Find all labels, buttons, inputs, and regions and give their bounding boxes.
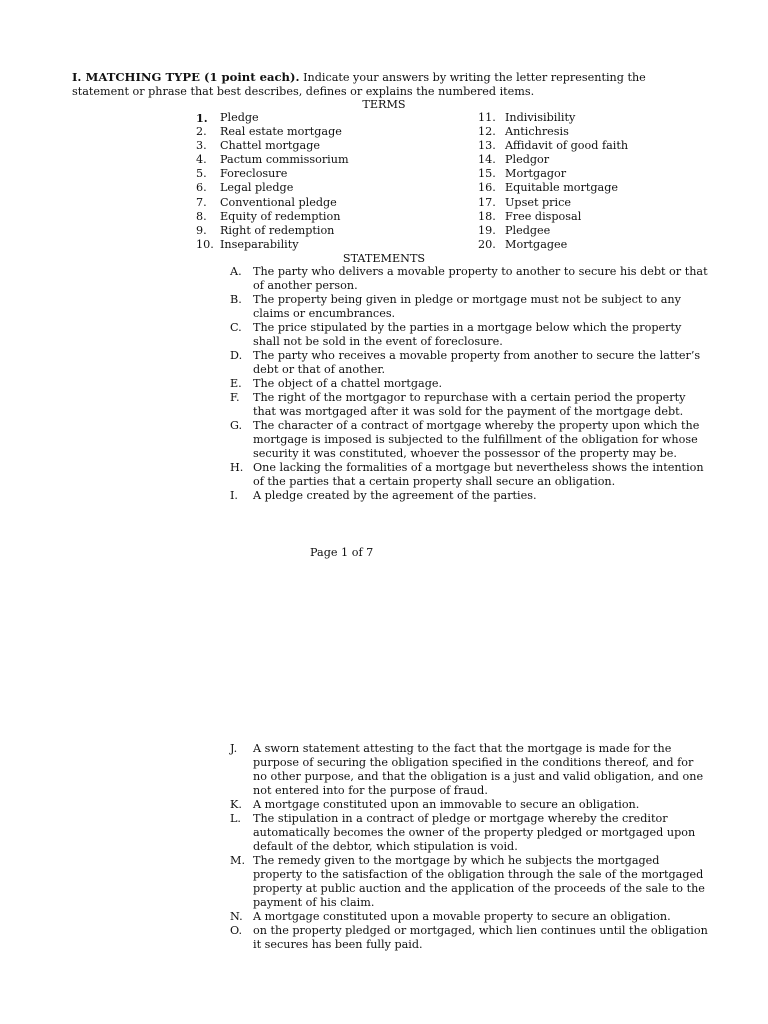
statement-text: The character of a contract of mortgage whereby the property upon which the mortgage is imposed is subjected to the fulfillment of the obligation for whose security it was constituted, whoever the possessor of the property may be. — [253, 419, 700, 460]
term-number: 19. — [478, 223, 496, 237]
statement-letter: H. — [230, 461, 244, 474]
term-label: Affidavit of good faith — [505, 139, 629, 153]
term-number: 12. — [478, 125, 496, 139]
term-label: Real estate mortgage — [220, 125, 342, 139]
term-label: Right of redemption — [220, 223, 335, 237]
term-number: 8. — [196, 209, 207, 223]
statement-item — [230, 461, 710, 489]
statement-text: The right of the mortgagor to repurchase with a certain period the property that was mortgaged after it was sold for the payment of the mortgage debt. — [253, 391, 686, 418]
statement-text: The price stipulated by the parties in a mortgage below which the property shall not be sold in the event of foreclosure. — [253, 321, 682, 348]
terms-title: TERMS — [362, 98, 406, 111]
term-label: Pledgor — [505, 153, 550, 167]
term-number: 20. — [478, 237, 496, 251]
term-item — [478, 167, 628, 181]
term-number: 11. — [478, 111, 496, 124]
statement-letter: G. — [230, 419, 243, 432]
term-item — [196, 210, 349, 224]
term-label: Chattel mortgage — [220, 139, 320, 153]
statement-letter: E. — [230, 377, 242, 390]
statement-item — [230, 349, 710, 377]
term-number: 16. — [478, 181, 496, 195]
statement-text: The stipulation in a contract of pledge or mortgage whereby the creditor automatically becomes the owner of the property pledged or mortgaged upon default of the debtor, which stipulation is void. — [253, 812, 696, 853]
term-label: Pactum commissorium — [220, 153, 349, 167]
statement-text: A mortgage constituted upon a movable property to secure an obligation. — [253, 910, 671, 923]
statement-item — [230, 321, 710, 349]
terms-column-left — [196, 111, 349, 252]
statement-letter: M. — [230, 854, 246, 867]
term-label: Equity of redemption — [220, 209, 341, 223]
term-label: Pledgee — [505, 223, 551, 237]
term-number: 15. — [478, 167, 496, 181]
term-item — [196, 181, 349, 195]
term-item — [196, 196, 349, 210]
section-heading-bold: I. MATCHING TYPE (1 point each). — [72, 70, 300, 84]
statement-letter: I. — [230, 489, 238, 502]
term-label: Equitable mortgage — [505, 181, 618, 195]
section-instructions: Indicate your answers by writing the letter representing the statement or phrase that best describes, defines or explains the numbered items. — [72, 71, 646, 98]
term-item — [196, 139, 349, 153]
term-number: 10. — [196, 237, 214, 251]
statement-item — [230, 854, 710, 910]
statement-item — [230, 265, 710, 293]
term-label: Foreclosure — [220, 167, 288, 181]
term-item — [196, 153, 349, 167]
term-item — [478, 210, 628, 224]
term-item — [478, 139, 628, 153]
term-number: 6. — [196, 181, 207, 195]
term-item — [196, 238, 349, 252]
statement-letter: J. — [230, 742, 238, 755]
term-number: 7. — [196, 195, 207, 209]
statement-letter: D. — [230, 349, 243, 362]
term-item — [478, 238, 628, 252]
statement-text: The object of a chattel mortgage. — [253, 377, 443, 390]
statement-letter: A. — [230, 265, 242, 278]
statement-text: The party who delivers a movable property to another to secure his debt or that of another person. — [253, 265, 708, 292]
term-label: Inseparability — [220, 237, 299, 251]
statement-letter: L. — [230, 812, 241, 825]
statement-text: The remedy given to the mortgage by which he subjects the mortgaged property to the satisfaction of the obligation through the sale of the mortgaged property at public auction and the application of the proceeds of the sale to the payment of his claim. — [253, 854, 705, 909]
term-number: 3. — [196, 139, 207, 153]
statement-letter: N. — [230, 910, 243, 923]
term-item — [196, 224, 349, 238]
term-label: Upset price — [505, 195, 571, 209]
term-item — [196, 167, 349, 181]
page-footer: Page 1 of 7 — [310, 546, 374, 559]
term-label: Antichresis — [505, 125, 569, 139]
terms-column-right — [478, 111, 628, 252]
statement-text: The property being given in pledge or mortgage must not be subject to any claims or encumbrances. — [253, 293, 681, 320]
term-item — [478, 125, 628, 139]
term-item — [478, 111, 628, 125]
term-label: Legal pledge — [220, 181, 294, 195]
statement-letter: C. — [230, 321, 242, 334]
term-item — [478, 196, 628, 210]
statement-item — [230, 798, 710, 812]
term-number: 17. — [478, 195, 496, 209]
statement-letter: O. — [230, 924, 243, 937]
statement-text: The party who receives a movable property from another to secure the latter’s debt or that of another. — [253, 349, 701, 376]
statement-item — [230, 377, 710, 391]
statement-letter: B. — [230, 293, 242, 306]
statement-text: A pledge created by the agreement of the parties. — [253, 489, 537, 502]
statements-title: STATEMENTS — [342, 252, 426, 265]
term-number: 4. — [196, 153, 207, 167]
term-label: Mortgagee — [505, 237, 568, 251]
term-number: 18. — [478, 209, 496, 223]
term-label: Free disposal — [505, 209, 582, 223]
statement-letter: F. — [230, 391, 240, 404]
term-number: 14. — [478, 153, 496, 167]
section-heading — [72, 70, 702, 99]
term-item — [478, 153, 628, 167]
statement-text: on the property pledged or mortgaged, which lien continues until the obligation it secures has been fully paid. — [253, 924, 708, 951]
term-label: Indivisibility — [505, 111, 576, 124]
statement-item — [230, 489, 710, 503]
statement-text: A sworn statement attesting to the fact that the mortgage is made for the purpose of securing the obligation specified in the conditions thereof, and for no other purpose, and that the obligation is a just and valid obligation, and one not entered into for the purpose of fraud. — [253, 742, 704, 797]
term-item — [478, 181, 628, 195]
term-number: 1. — [196, 111, 208, 125]
term-number: 2. — [196, 125, 207, 139]
statement-item — [230, 910, 710, 924]
statement-text: One lacking the formalities of a mortgage but nevertheless shows the intention of the parties that a certain property shall secure an obligation. — [253, 461, 704, 488]
statements-list-continued — [230, 742, 710, 952]
term-number: 5. — [196, 167, 207, 181]
statement-letter: K. — [230, 798, 242, 811]
term-item — [478, 224, 628, 238]
term-number: 9. — [196, 223, 207, 237]
term-label: Mortgagor — [505, 167, 567, 181]
statements-list — [230, 265, 710, 503]
term-label: Conventional pledge — [220, 195, 337, 209]
statement-item — [230, 391, 710, 419]
statement-item — [230, 419, 710, 461]
statement-text: A mortgage constituted upon an immovable to secure an obligation. — [253, 798, 640, 811]
statement-item — [230, 742, 710, 798]
term-number: 13. — [478, 139, 496, 153]
term-label: Pledge — [220, 111, 259, 124]
statement-item — [230, 293, 710, 321]
term-item — [196, 111, 349, 125]
term-item — [196, 125, 349, 139]
statement-item — [230, 812, 710, 854]
statement-item — [230, 924, 710, 952]
